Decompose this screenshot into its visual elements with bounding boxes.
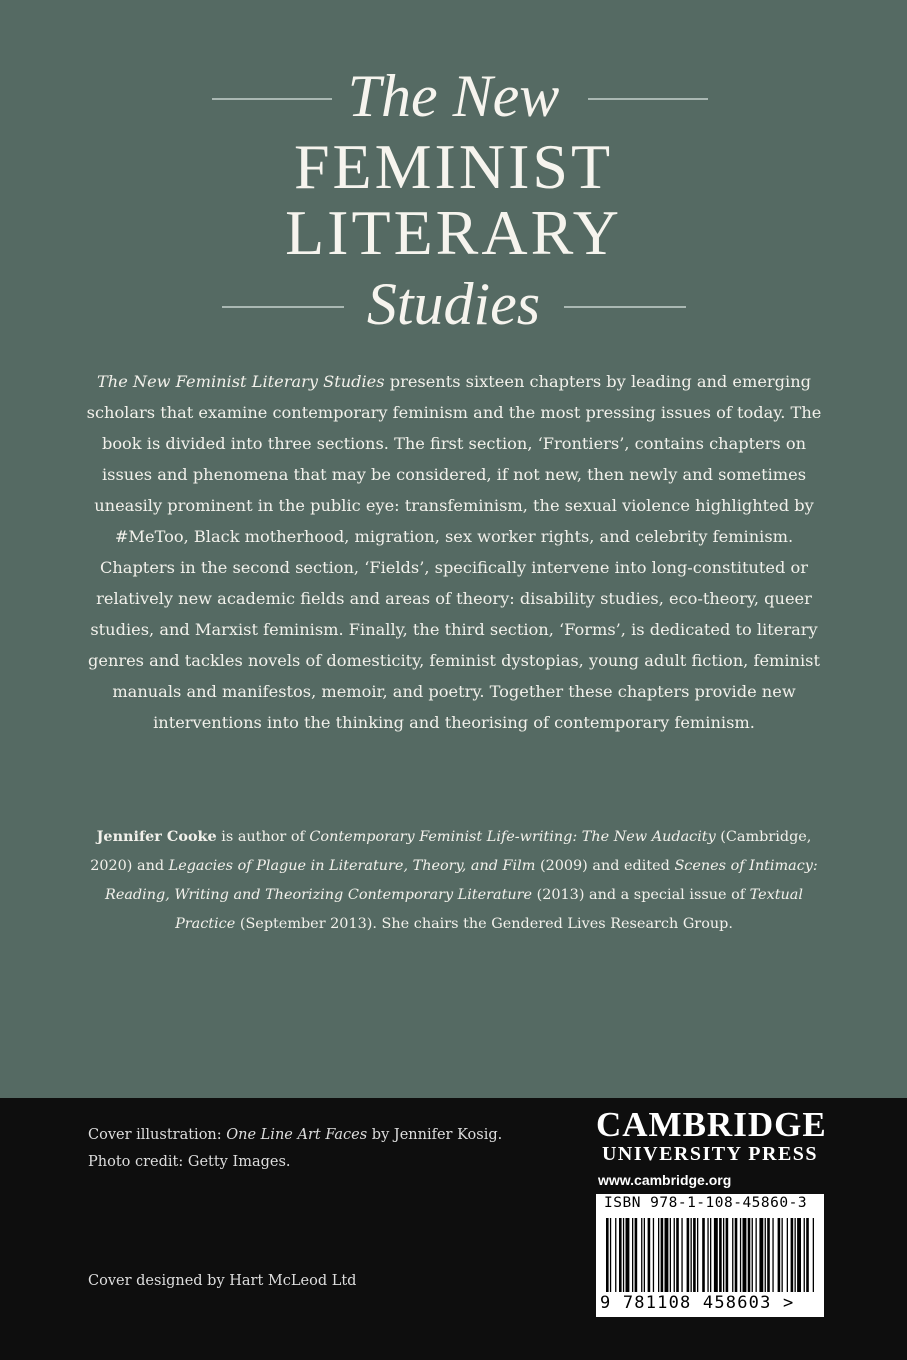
blurb-book-title: The New Feminist Literary Studies (96, 372, 385, 391)
barcode-bar (665, 1218, 669, 1292)
publisher-press: UNIVERSITY PRESS (601, 1143, 819, 1165)
author-name: Jennifer Cooke (96, 828, 217, 845)
publisher-logo (596, 1105, 827, 1188)
bio-book-1: Contemporary Feminist Life-writing: The New Audacity (309, 829, 716, 845)
book-title (0, 58, 907, 342)
bio-text-5: (September 2013). She chairs the Gendered Lives Research Group. (235, 916, 733, 932)
illus-prefix: Cover illustration: (88, 1127, 227, 1143)
barcode-bar (644, 1218, 645, 1292)
barcode-bar (693, 1218, 696, 1292)
barcode-bar (804, 1218, 805, 1292)
barcode-bar (767, 1218, 770, 1292)
barcode-bar (726, 1218, 729, 1292)
design-credit: Cover designed by Hart McLeod Ltd (88, 1273, 357, 1289)
barcode-bar (797, 1218, 801, 1292)
blurb-text: presents sixteen chapters by leading and emerging scholars that examine contemporary feminism and the most pressing issues of today. The book is divided into three sections. The first section, ‘Frontiers’, contains chapters on issues and phenomena that may be considered, if not new, then newly and sometimes uneasily prominent in the public eye: transfeminism, the sexual violence highlighted by #MeToo, Black motherhood, migration, sex worker rights, and celebrity feminism. Chapters in the second section, ‘Fields’, specifically intervene into long-constituted or relatively new academic fields and areas of theory: disability studies, eco-theory, queer studies, and Marxist feminism. Finally, the third section, ‘Forms’, is dedicated to literary genres and tackles novels of domesticity, feminist dystopias, young adult fiction, feminist manuals and manifestos, memoir, and poetry. Together these chapters provide new interventions into the thinking and theorising of contemporary feminism. (86, 372, 822, 732)
bio-text-2: (Cambridge, 2020) and (90, 829, 812, 874)
blurb (86, 366, 822, 738)
barcode-bar (619, 1218, 622, 1292)
title-line-2: FEMINIST (293, 131, 614, 202)
barcode-bar (782, 1218, 783, 1292)
barcode-bar (670, 1218, 671, 1292)
isbn-label: ISBN 978-1-108-45860-3 (604, 1195, 808, 1211)
publisher-url: www.cambridge.org (598, 1172, 732, 1188)
barcode-bar (710, 1218, 711, 1292)
title-rule-left-top (212, 98, 332, 100)
barcode-bar (610, 1218, 611, 1292)
barcode-bar (691, 1218, 692, 1292)
barcode-bar (658, 1218, 659, 1292)
title-rule-right-top (588, 98, 708, 100)
barcode-bar (719, 1218, 722, 1292)
barcode-bar (765, 1218, 766, 1292)
bio-text-3: (2009) and edited (535, 858, 675, 874)
barcode-bar (778, 1218, 781, 1292)
barcode-bar (674, 1218, 675, 1292)
barcode-bar (697, 1218, 698, 1292)
illus-suffix: by Jennifer Kosig. (367, 1127, 503, 1143)
ean-digits: 9 781108 458603 > (600, 1293, 795, 1313)
back-cover-bottom (0, 1098, 907, 1360)
barcode-bar (615, 1218, 616, 1292)
title-line-3: LITERARY (285, 197, 622, 268)
barcode-bar (648, 1218, 651, 1292)
barcode-bar (740, 1218, 741, 1292)
barcode-bar (735, 1218, 738, 1292)
illustration-credit (88, 1122, 502, 1149)
barcode-bar (759, 1218, 763, 1292)
illus-title: One Line Art Faces (226, 1127, 368, 1143)
bio-journal: Textual Practice (175, 887, 803, 932)
barcode-bar (632, 1218, 633, 1292)
title-line-1: The New (347, 63, 560, 129)
barcode-bars (600, 1218, 820, 1292)
barcode-bar (795, 1218, 796, 1292)
barcode-bar (606, 1218, 609, 1292)
barcode-bar (653, 1218, 654, 1292)
barcode-bar (635, 1218, 638, 1292)
barcode-bar (723, 1218, 724, 1292)
barcode-bar (787, 1218, 788, 1292)
barcode-bar (687, 1218, 690, 1292)
barcode-bar (732, 1218, 733, 1292)
barcode-bar (752, 1218, 753, 1292)
author-bio (86, 822, 822, 939)
photo-credit: Photo credit: Getty Images. (88, 1154, 291, 1170)
barcode-bar (702, 1218, 705, 1292)
barcode-bar (641, 1218, 642, 1292)
barcode-bar (676, 1218, 679, 1292)
barcode-bar (756, 1218, 757, 1292)
barcode-bar (743, 1218, 747, 1292)
publisher-name: CAMBRIDGE (596, 1105, 827, 1144)
title-rule-right-bottom (564, 306, 686, 308)
barcode-bar (681, 1218, 682, 1292)
title-line-4: Studies (366, 271, 541, 337)
bio-text-1: is author of (216, 829, 310, 845)
bio-book-2: Legacies of Plague in Literature, Theory, and Film (168, 858, 536, 874)
barcode-bar (661, 1218, 664, 1292)
barcode-bar (707, 1218, 708, 1292)
barcode-bar (791, 1218, 794, 1292)
bio-text-4: (2013) and a special issue of (532, 887, 750, 903)
barcode-bar (748, 1218, 751, 1292)
barcode (596, 1194, 824, 1317)
barcode-bar (626, 1218, 630, 1292)
barcode-bar (813, 1218, 814, 1292)
barcode-bar (772, 1218, 773, 1292)
bio-book-3: Scenes of Intimacy: Reading, Writing and Theorizing Contemporary Literature (105, 858, 818, 903)
barcode-bar (806, 1218, 809, 1292)
barcode-bar (714, 1218, 718, 1292)
title-rule-left-bottom (222, 306, 344, 308)
barcode-bar (623, 1218, 624, 1292)
